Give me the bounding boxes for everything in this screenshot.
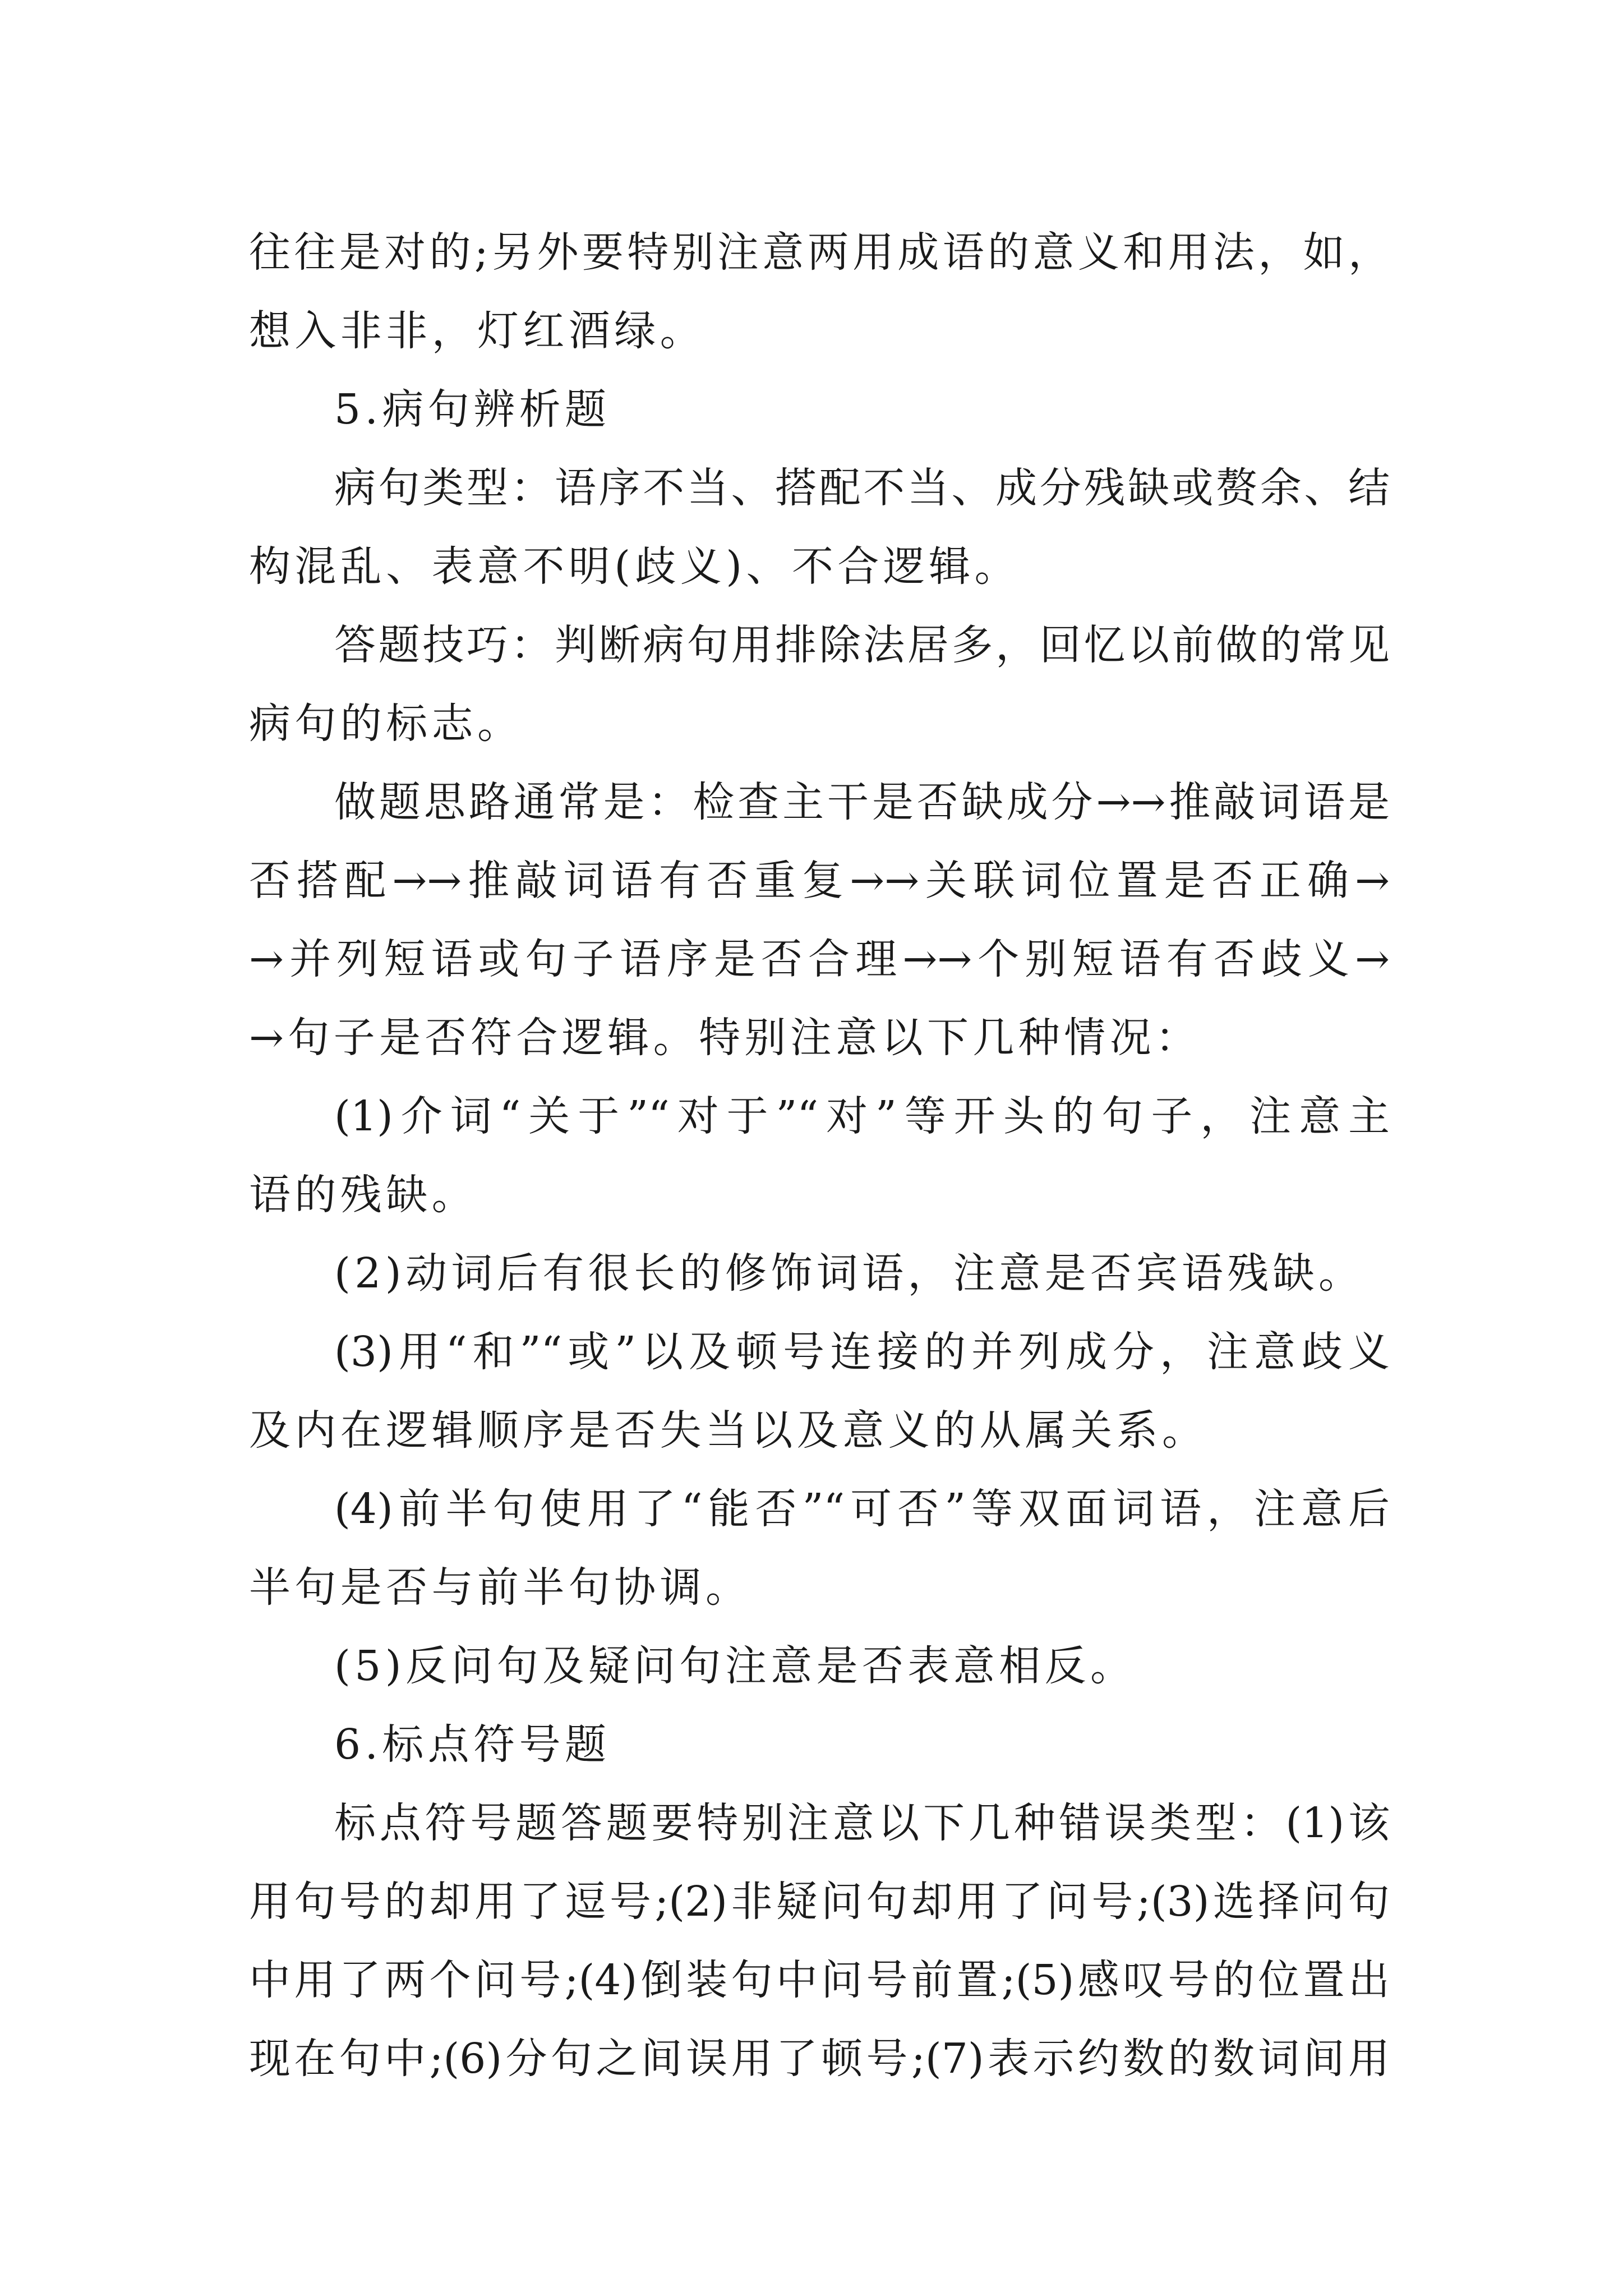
text-line: 做题思路通常是：检查主干是否缺成分→→推敲词语是 <box>334 778 1390 826</box>
text-line: (1)介词“关于”“对于”“对”等开头的句子，注意主 <box>334 1092 1390 1140</box>
text-line: 构混乱、表意不明(歧义)、不合逻辑。 <box>249 542 1020 591</box>
text-line: 语的残缺。 <box>249 1171 477 1219</box>
text-line: →并列短语或句子语序是否合理→→个别短语有否歧义→ <box>249 935 1390 983</box>
text-line: (2)动词后有很长的修饰词语，注意是否宾语残缺。 <box>334 1249 1364 1297</box>
text-line: (4)前半句使用了“能否”“可否”等双面词语，注意后 <box>334 1485 1390 1533</box>
text-line: 用句号的却用了逗号;(2)非疑问句却用了问号;(3)选择问句 <box>249 1878 1390 1926</box>
section-heading: 6.标点符号题 <box>334 1720 611 1769</box>
text-line: 半句是否与前半句协调。 <box>249 1563 751 1612</box>
text-line: 中用了两个问号;(4)倒装句中问号前置;(5)感叹号的位置出 <box>249 1956 1390 2004</box>
text-line: 标点符号题答题要特别注意以下几种错误类型：(1)该 <box>334 1799 1390 1847</box>
text-line: 及内在逻辑顺序是否失当以及意义的从属关系。 <box>249 1406 1208 1455</box>
text-line: 答题技巧：判断病句用排除法居多，回忆以前做的常见 <box>334 621 1390 669</box>
text-line: (5)反问句及疑问句注意是否表意相反。 <box>334 1642 1136 1690</box>
text-line: →句子是否符合逻辑。特别注意以下几种情况： <box>249 1014 1201 1062</box>
text-line: 病句的标志。 <box>249 700 523 748</box>
text-line: 否搭配→→推敲词语有否重复→→关联词位置是否正确→ <box>249 857 1390 905</box>
text-line: 往往是对的;另外要特别注意两用成语的意义和用法，如， <box>249 228 1390 277</box>
text-line: 病句类型：语序不当、搭配不当、成分残缺或赘余、结 <box>334 464 1390 512</box>
section-heading: 5.病句辨析题 <box>334 385 611 434</box>
text-line: 现在句中;(6)分句之间误用了顿号;(7)表示约数的数词间用 <box>249 2035 1390 2083</box>
text-line: (3)用“和”“或”以及顿号连接的并列成分，注意歧义 <box>334 1328 1390 1376</box>
text-line: 想入非非，灯红酒绿。 <box>249 307 706 355</box>
